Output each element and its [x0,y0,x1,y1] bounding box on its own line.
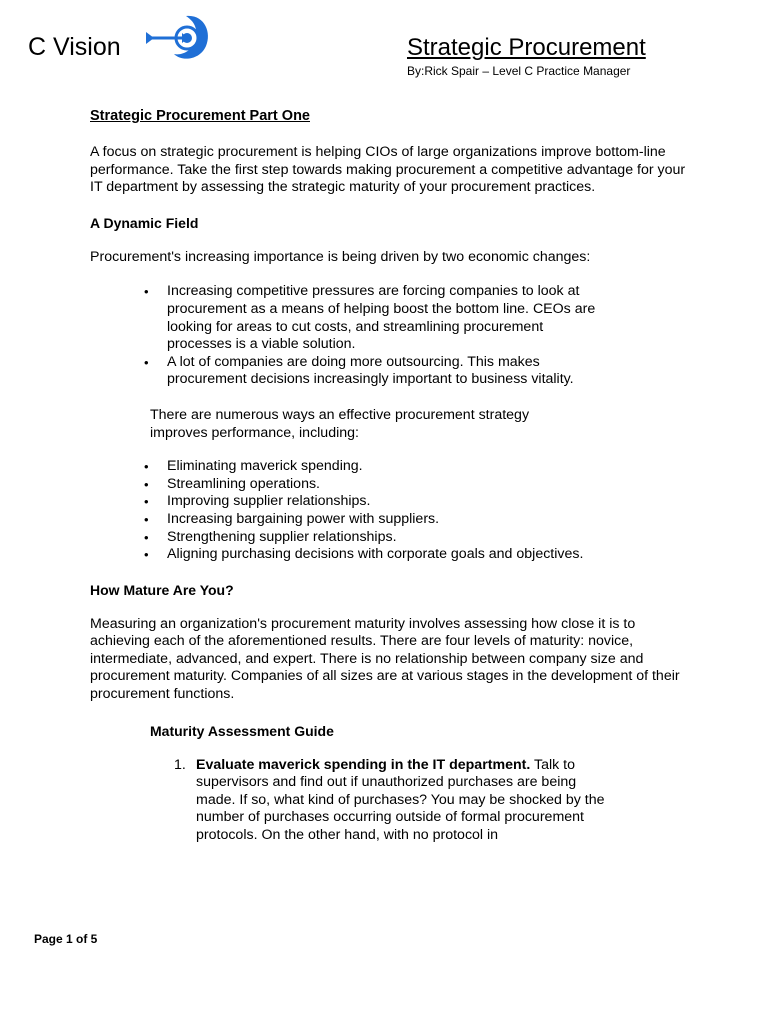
list-item: • Increasing bargaining power with suppliers. [167,511,687,529]
author-byline: By:Rick Spair – Level C Practice Manager [407,64,631,78]
section-lead-paragraph: Procurement's increasing importance is being driven by two economic changes: [90,248,591,265]
part-heading: Strategic Procurement Part One [90,108,310,124]
maturity-paragraph: Measuring an organization's procurement maturity involves assessing how close it is to achieving each of the aforementioned results. There are four levels of maturity: novice, intermediate, advanced, and expert. There is no relationship between company size and procurement maturity. Companies of all sizes are at various stages in the development of their procurement functions. [90,615,680,703]
list-item: • Aligning purchasing decisions with corporate goals and objectives. [167,546,687,564]
list-item: • Strengthening supplier relationships. [167,529,687,547]
target-arrow-icon [142,10,212,66]
intro-paragraph: A focus on strategic procurement is helping CIOs of large organizations improve bottom-line performance. Take the first step towards making procurement a competitive advantage for your IT department by assessing the strategic maturity of your procurement practices. [90,144,686,196]
benefits-list [167,458,687,564]
economic-changes-list [167,283,607,389]
list-item: • Improving supplier relationships. [167,493,687,511]
page-number: Page 1 of 5 [34,932,98,946]
list-item: • A lot of companies are doing more outsourcing. This makes procurement decisions increasingly important to business vitality. [167,354,607,389]
list-item: • Streamlining operations. [167,476,687,494]
step-title: Evaluate maverick spending in the IT department. [196,756,531,773]
step-number: 1. [174,756,186,773]
list-item: • Eliminating maverick spending. [167,458,687,476]
ways-intro-paragraph: There are numerous ways an effective procurement strategy improves performance, including: [150,406,530,441]
guide-heading: Maturity Assessment Guide [150,722,334,739]
section-heading-dynamic-field: A Dynamic Field [90,214,199,231]
list-item [174,756,606,845]
document-title: Strategic Procurement [407,34,646,61]
assessment-steps-list [174,756,606,845]
logo-text: C Vision [28,33,121,61]
company-logo [28,10,198,66]
section-heading-maturity: How Mature Are You? [90,581,234,598]
step-text: Talk to supervisors and find out if unauthorized purchases are being made. If so, what kind of purchases? You may be shocked by the number of purchases occurring outside of formal procurement protocols. On the other hand, with no protocol in [196,756,605,844]
list-item: • Increasing competitive pressures are forcing companies to look at procurement as a means of helping boost the bottom line. CEOs are looking for areas to cut costs, and streamlining procurement processes is a viable solution. [167,283,607,353]
document-body [90,107,690,845]
